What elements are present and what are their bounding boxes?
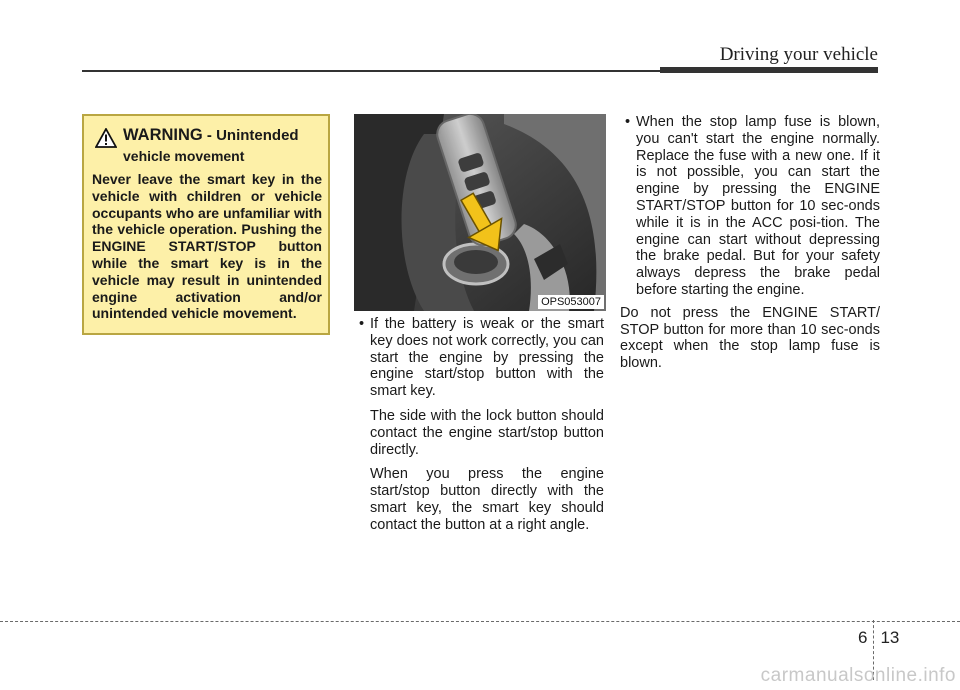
warning-title [123, 126, 299, 145]
middle-column [354, 316, 604, 534]
warning-triangle-icon [95, 128, 117, 148]
lock-side-paragraph: The side with the lock button should contact the engine start/stop button directly. [370, 407, 604, 458]
warning-box [82, 114, 330, 335]
footer-rule [0, 621, 960, 622]
stop-lamp-fuse-bullet: • When the stop lamp fuse is blown, you can't start the engine normally. Replace the fuse with a new one. If it is not possible, you can start the engine by pressing the ENGINE START/STOP button for 10 sec-onds while it is in the ACC posi-tion. The engine can start without depressing the brake pedal. But for your safety always depress the brake pedal before starting the engine. [620, 114, 880, 299]
section-title: Driving your vehicle [719, 44, 878, 65]
figure-label: OPS053007 [538, 295, 604, 309]
right-angle-paragraph: When you press the engine start/stop button directly with the smart key, the smart key should contact the button at a right angle. [370, 466, 604, 533]
warning-heading [92, 126, 322, 148]
right-column [620, 114, 880, 372]
warning-body: Never leave the smart key in the vehicle with children or vehicle occupants who are unfamiliar with the vehicle operation. Pushing the ENGINE START/STOP button while the smart key is in the vehicle may result in unintended engine activation and/or unintended vehicle movement. [92, 171, 322, 322]
header-rule-accent [660, 67, 878, 73]
ten-seconds-paragraph: Do not press the ENGINE START/ STOP button for more than 10 sec-onds except when the stop lamp fuse is blown. [620, 304, 880, 372]
battery-bullet: • If the battery is weak or the smart key does not work correctly, you can start the engine by pressing the engine start/stop button with the smart key. [354, 316, 604, 400]
page-number-value: 13 [880, 628, 900, 647]
watermark: carmanualsonline.info [760, 665, 956, 686]
warning-title-rest: - Unintended [202, 127, 299, 144]
warning-subtitle: vehicle movement [123, 148, 245, 164]
chapter-number: 6 [858, 628, 868, 647]
warning-title-word: WARNING [123, 126, 203, 144]
smart-key-illustration [354, 114, 606, 311]
smart-key-photo [354, 114, 606, 311]
